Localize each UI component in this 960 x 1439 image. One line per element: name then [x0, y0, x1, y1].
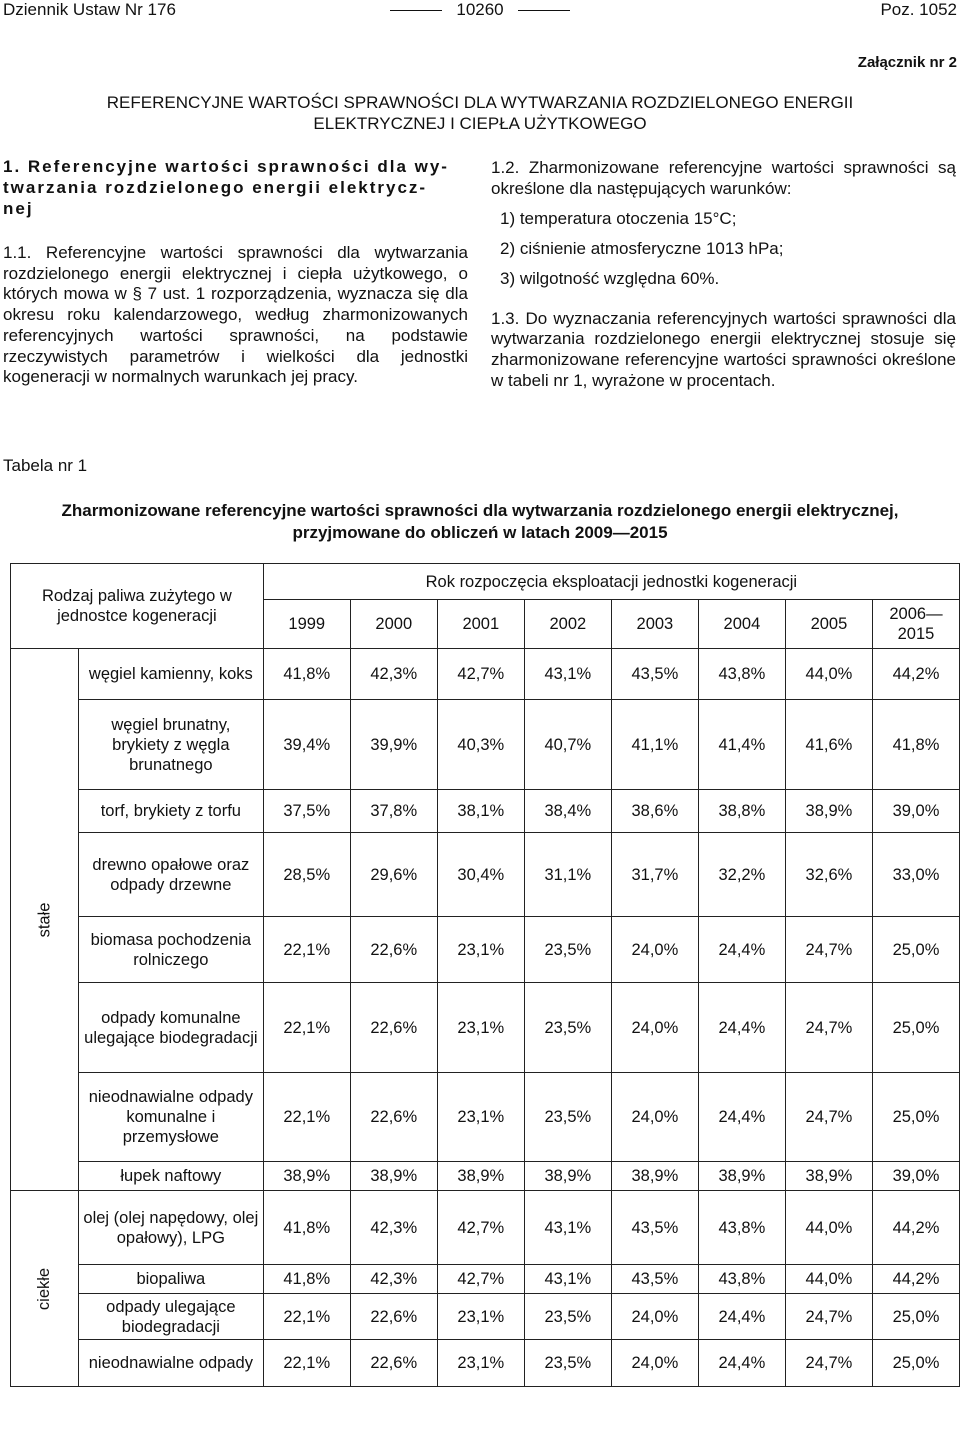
fuel-type-cell: biomasa pochodzenia rolniczego: [78, 917, 263, 983]
condition-item: 3) wilgotność względna 60%.: [500, 268, 720, 288]
year-header: 2005: [785, 600, 872, 649]
efficiency-value-cell: 42,7%: [437, 1265, 524, 1294]
efficiency-value-cell: 24,4%: [698, 1073, 785, 1162]
efficiency-value-cell: 42,7%: [437, 1191, 524, 1265]
paragraph-1-1: 1.1. Referencyjne wartości sprawności dla wytwarzania rozdzielonego energii elektrycznej i ciepła użytkowego, o których mowa w § 7 ust. 1 rozporządzenia, wyznacza się dla okresu roku kalendarzowego, według zharmonizowanych referencyjnych wartości sprawności, na podstawie rzeczywistych parametrów i wielkości dla jednostki kogeneracji w normalnych warunkach jej pracy.: [3, 243, 468, 387]
efficiency-value-cell: 38,1%: [437, 790, 524, 833]
efficiency-value-cell: 38,9%: [785, 1162, 872, 1191]
efficiency-value-cell: 40,3%: [437, 700, 524, 790]
fuel-type-cell: torf, brykiety z torfu: [78, 790, 263, 833]
efficiency-value-cell: 22,1%: [263, 1340, 350, 1387]
annex-label: Załącznik nr 2: [857, 54, 957, 71]
fuel-type-cell: nieodnawialne odpady: [78, 1340, 263, 1387]
efficiency-value-cell: 41,1%: [611, 700, 698, 790]
efficiency-value-cell: 42,3%: [350, 1191, 437, 1265]
condition-item: 2) ciśnienie atmosferyczne 1013 hPa;: [500, 239, 784, 259]
efficiency-value-cell: 23,5%: [524, 983, 611, 1073]
fuel-type-cell: olej (olej napędowy, olej opałowy), LPG: [78, 1191, 263, 1265]
efficiency-value-cell: 38,8%: [698, 790, 785, 833]
efficiency-value-cell: 22,1%: [263, 1073, 350, 1162]
efficiency-value-cell: 24,7%: [785, 1073, 872, 1162]
year-header: 2004: [698, 600, 785, 649]
efficiency-value-cell: 23,5%: [524, 1294, 611, 1340]
table-row: [11, 833, 960, 917]
fuel-type-cell: odpady ulegające biodegradacji: [78, 1294, 263, 1340]
efficiency-value-cell: 24,4%: [698, 983, 785, 1073]
efficiency-value-cell: 22,6%: [350, 983, 437, 1073]
efficiency-value-cell: 39,4%: [263, 700, 350, 790]
efficiency-value-cell: 23,1%: [437, 917, 524, 983]
year-header: 2006—2015: [872, 600, 959, 649]
efficiency-value-cell: 31,1%: [524, 833, 611, 917]
year-header: 2001: [437, 600, 524, 649]
efficiency-value-cell: 22,6%: [350, 1294, 437, 1340]
efficiency-value-cell: 43,1%: [524, 649, 611, 700]
efficiency-value-cell: 23,1%: [437, 983, 524, 1073]
efficiency-value-cell: 25,0%: [872, 983, 959, 1073]
efficiency-value-cell: 39,9%: [350, 700, 437, 790]
table-row: [11, 917, 960, 983]
document-title-line: REFERENCYJNE WARTOŚCI SPRAWNOŚCI DLA WYTWARZANIA ROZDZIELONEGO ENERGII: [106, 93, 854, 112]
table-row: [11, 1265, 960, 1294]
efficiency-value-cell: 24,7%: [785, 1340, 872, 1387]
fuel-type-cell: węgiel brunatny, brykiety z węgla brunatnego: [78, 700, 263, 790]
table-title: Zharmonizowane referencyjne wartości sprawności dla wytwarzania rozdzielonego energii elektrycznej, przyjmowane do obliczeń w latach 2009—2015: [61, 501, 899, 542]
document-title: [0, 92, 960, 134]
efficiency-value-cell: 25,0%: [872, 917, 959, 983]
efficiency-value-cell: 43,8%: [698, 1265, 785, 1294]
efficiency-value-cell: 42,3%: [350, 1265, 437, 1294]
efficiency-value-cell: 29,6%: [350, 833, 437, 917]
efficiency-value-cell: 41,4%: [698, 700, 785, 790]
table-header-row: [11, 564, 960, 600]
left-column: [3, 156, 468, 398]
year-header: 2002: [524, 600, 611, 649]
condition-item: 1) temperatura otoczenia 15°C;: [500, 209, 737, 229]
efficiency-value-cell: 24,4%: [698, 1340, 785, 1387]
efficiency-value-cell: 39,0%: [872, 790, 959, 833]
efficiency-value-cell: 41,8%: [263, 1265, 350, 1294]
efficiency-value-cell: 43,5%: [611, 1191, 698, 1265]
table-label: Tabela nr 1: [3, 456, 88, 475]
efficiency-value-cell: 24,0%: [611, 1294, 698, 1340]
fuel-type-cell: węgiel kamienny, koks: [78, 649, 263, 700]
efficiency-value-cell: 22,6%: [350, 1073, 437, 1162]
efficiency-value-cell: 44,0%: [785, 1265, 872, 1294]
efficiency-value-cell: 24,0%: [611, 917, 698, 983]
paragraph-1-2: 1.2. Zharmonizowane referencyjne wartości sprawności są określone dla następujących warunków:: [491, 158, 956, 198]
efficiency-value-cell: 43,1%: [524, 1265, 611, 1294]
efficiency-value-cell: 32,6%: [785, 833, 872, 917]
fuel-type-cell: nieodnawialne odpady komunalne i przemysłowe: [78, 1073, 263, 1162]
fuel-group-label: stałe: [11, 649, 79, 1191]
efficiency-value-cell: 24,7%: [785, 1294, 872, 1340]
fuel-type-cell: łupek naftowy: [78, 1162, 263, 1191]
table-row: [11, 1073, 960, 1162]
table-row: [11, 983, 960, 1073]
efficiency-value-cell: 25,0%: [872, 1340, 959, 1387]
efficiency-value-cell: 24,0%: [611, 1073, 698, 1162]
efficiency-value-cell: 43,8%: [698, 649, 785, 700]
fuel-type-cell: biopaliwa: [78, 1265, 263, 1294]
paragraph-1-3: 1.3. Do wyznaczania referencyjnych wartości sprawności dla wytwarzania rozdzielonego energii elektrycznej stosuje się zharmonizowane referencyjne wartości sprawności określone w tabeli nr 1, wyrażone w procentach.: [491, 308, 956, 390]
year-header: 1999: [263, 600, 350, 649]
efficiency-value-cell: 22,1%: [263, 1294, 350, 1340]
efficiency-value-cell: 40,7%: [524, 700, 611, 790]
efficiency-value-cell: 38,9%: [524, 1162, 611, 1191]
efficiency-value-cell: 23,5%: [524, 1340, 611, 1387]
table-row: [11, 790, 960, 833]
year-header: 2003: [611, 600, 698, 649]
efficiency-value-cell: 38,4%: [524, 790, 611, 833]
efficiency-value-cell: 23,1%: [437, 1073, 524, 1162]
efficiency-value-cell: 24,7%: [785, 983, 872, 1073]
fuel-type-cell: odpady komunalne ulegające biodegradacji: [78, 983, 263, 1073]
table-row: [11, 649, 960, 700]
efficiency-value-cell: 38,9%: [611, 1162, 698, 1191]
page-number: 10260: [0, 0, 960, 20]
efficiency-value-cell: 24,4%: [698, 1294, 785, 1340]
document-title-line: ELEKTRYCZNEJ I CIEPŁA UŻYTKOWEGO: [313, 114, 647, 133]
efficiency-table: [10, 563, 960, 1387]
efficiency-value-cell: 44,2%: [872, 1265, 959, 1294]
efficiency-value-cell: 37,5%: [263, 790, 350, 833]
efficiency-value-cell: 42,7%: [437, 649, 524, 700]
efficiency-value-cell: 22,1%: [263, 983, 350, 1073]
efficiency-value-cell: 24,0%: [611, 983, 698, 1073]
efficiency-value-cell: 24,0%: [611, 1340, 698, 1387]
efficiency-value-cell: 41,8%: [872, 700, 959, 790]
section-heading: 1. Referencyjne wartości sprawności dla wy- twarzania rozdzielonego energii elektrycz- nej: [3, 157, 449, 218]
efficiency-value-cell: 24,7%: [785, 917, 872, 983]
efficiency-value-cell: 25,0%: [872, 1073, 959, 1162]
table-row: [11, 1294, 960, 1340]
table-row: [11, 1191, 960, 1265]
efficiency-value-cell: 30,4%: [437, 833, 524, 917]
efficiency-value-cell: 37,8%: [350, 790, 437, 833]
efficiency-value-cell: 44,0%: [785, 1191, 872, 1265]
efficiency-value-cell: 44,0%: [785, 649, 872, 700]
efficiency-value-cell: 44,2%: [872, 1191, 959, 1265]
efficiency-value-cell: 32,2%: [698, 833, 785, 917]
years-group-header: Rok rozpoczęcia eksploatacji jednostki kogeneracji: [263, 564, 959, 600]
table-row: [11, 700, 960, 790]
right-column: [491, 158, 956, 401]
efficiency-value-cell: 23,5%: [524, 1073, 611, 1162]
efficiency-value-cell: 22,1%: [263, 917, 350, 983]
efficiency-value-cell: 41,8%: [263, 649, 350, 700]
efficiency-value-cell: 41,8%: [263, 1191, 350, 1265]
efficiency-value-cell: 42,3%: [350, 649, 437, 700]
fuel-group-label: ciekłe: [11, 1191, 79, 1387]
efficiency-value-cell: 38,9%: [437, 1162, 524, 1191]
efficiency-value-cell: 23,5%: [524, 917, 611, 983]
position-number: Poz. 1052: [880, 0, 957, 19]
efficiency-value-cell: 22,6%: [350, 917, 437, 983]
efficiency-value-cell: 44,2%: [872, 649, 959, 700]
table-row: [11, 1340, 960, 1387]
efficiency-value-cell: 43,1%: [524, 1191, 611, 1265]
efficiency-value-cell: 38,9%: [350, 1162, 437, 1191]
efficiency-value-cell: 25,0%: [872, 1294, 959, 1340]
efficiency-value-cell: 38,6%: [611, 790, 698, 833]
efficiency-value-cell: 23,1%: [437, 1340, 524, 1387]
efficiency-value-cell: 22,6%: [350, 1340, 437, 1387]
efficiency-value-cell: 33,0%: [872, 833, 959, 917]
fuel-type-header: Rodzaj paliwa zużytego w jednostce kogeneracji: [11, 564, 264, 649]
efficiency-value-cell: 38,9%: [785, 790, 872, 833]
efficiency-value-cell: 39,0%: [872, 1162, 959, 1191]
efficiency-value-cell: 23,1%: [437, 1294, 524, 1340]
efficiency-value-cell: 43,8%: [698, 1191, 785, 1265]
page-header: [0, 0, 960, 26]
fuel-type-cell: drewno opałowe oraz odpady drzewne: [78, 833, 263, 917]
efficiency-value-cell: 38,9%: [263, 1162, 350, 1191]
table-row: [11, 1162, 960, 1191]
year-header: 2000: [350, 600, 437, 649]
efficiency-value-cell: 43,5%: [611, 1265, 698, 1294]
efficiency-value-cell: 38,9%: [698, 1162, 785, 1191]
efficiency-value-cell: 41,6%: [785, 700, 872, 790]
efficiency-value-cell: 43,5%: [611, 649, 698, 700]
efficiency-value-cell: 24,4%: [698, 917, 785, 983]
journal-name: Dziennik Ustaw Nr 176: [3, 0, 176, 19]
efficiency-value-cell: 28,5%: [263, 833, 350, 917]
efficiency-value-cell: 31,7%: [611, 833, 698, 917]
